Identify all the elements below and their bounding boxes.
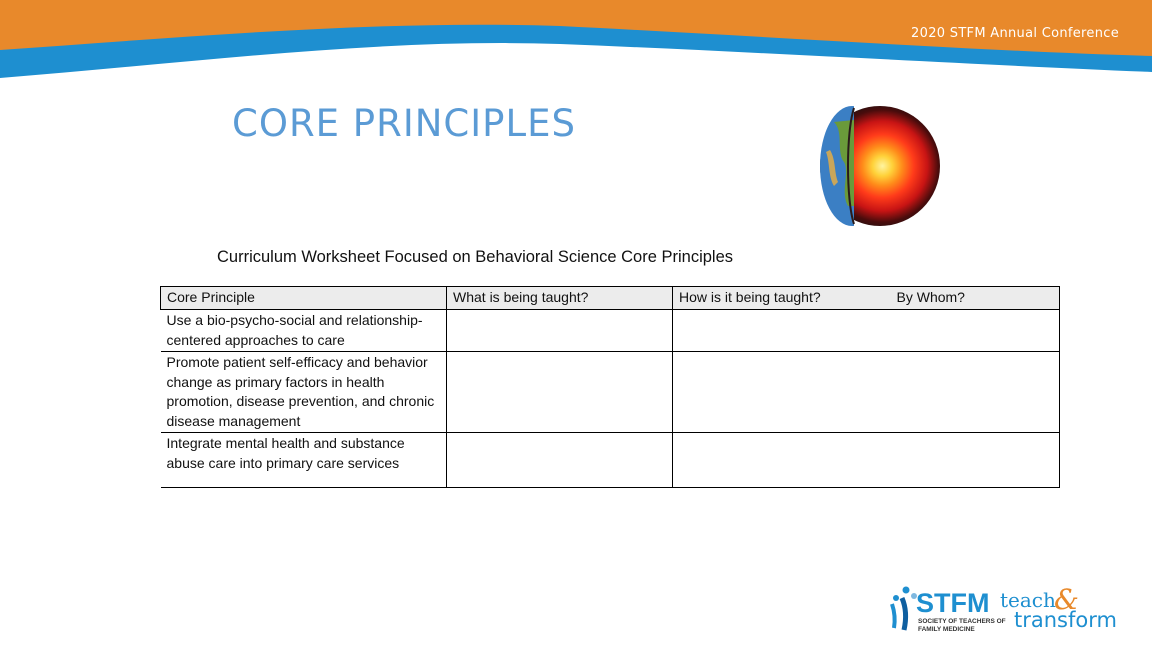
header-wave-band [0,0,1152,90]
table-header-row [161,287,1060,310]
worksheet-title: Curriculum Worksheet Focused on Behavioral Science Core Principles [217,248,734,266]
conference-title: 2020 STFM Annual Conference [911,26,1119,41]
core-principle-cell: Integrate mental health and substance abuse care into primary care services [161,433,447,488]
column-header-how: How is it being taught? [673,287,883,310]
slide-title: CORE PRINCIPLES [232,102,576,145]
what-cell [447,433,673,488]
logo-tagline-ampersand: & [1054,583,1079,616]
table-row [161,352,1060,433]
logo-org-line1: SOCIETY OF TEACHERS OF [918,618,1006,625]
column-header-core-principle: Core Principle [161,287,447,310]
core-principle-cell: Use a bio-psycho-social and relationship-centered approaches to care [161,310,447,352]
earth-core-image [814,102,942,230]
logo-acronym: STFM [916,588,990,618]
column-header-what: What is being taught? [447,287,673,310]
column-header-by-whom: By Whom? [883,287,1060,310]
logo-tagline-transform: transform [1014,608,1117,632]
stfm-teach-transform-logo [888,582,1128,634]
what-cell [447,352,673,433]
logo-tagline-teach: teach [1000,588,1056,612]
curriculum-worksheet-table [160,286,1060,488]
how-cell [673,433,1060,488]
how-cell [673,352,1060,433]
table-row [161,310,1060,352]
what-cell [447,310,673,352]
core-principle-cell: Promote patient self-efficacy and behavior change as primary factors in health promotion, disease prevention, and chronic disease management [161,352,447,433]
table-row [161,433,1060,488]
stfm-figures-icon [892,587,917,631]
how-cell [673,310,1060,352]
logo-org-line2: FAMILY MEDICINE [918,626,975,633]
